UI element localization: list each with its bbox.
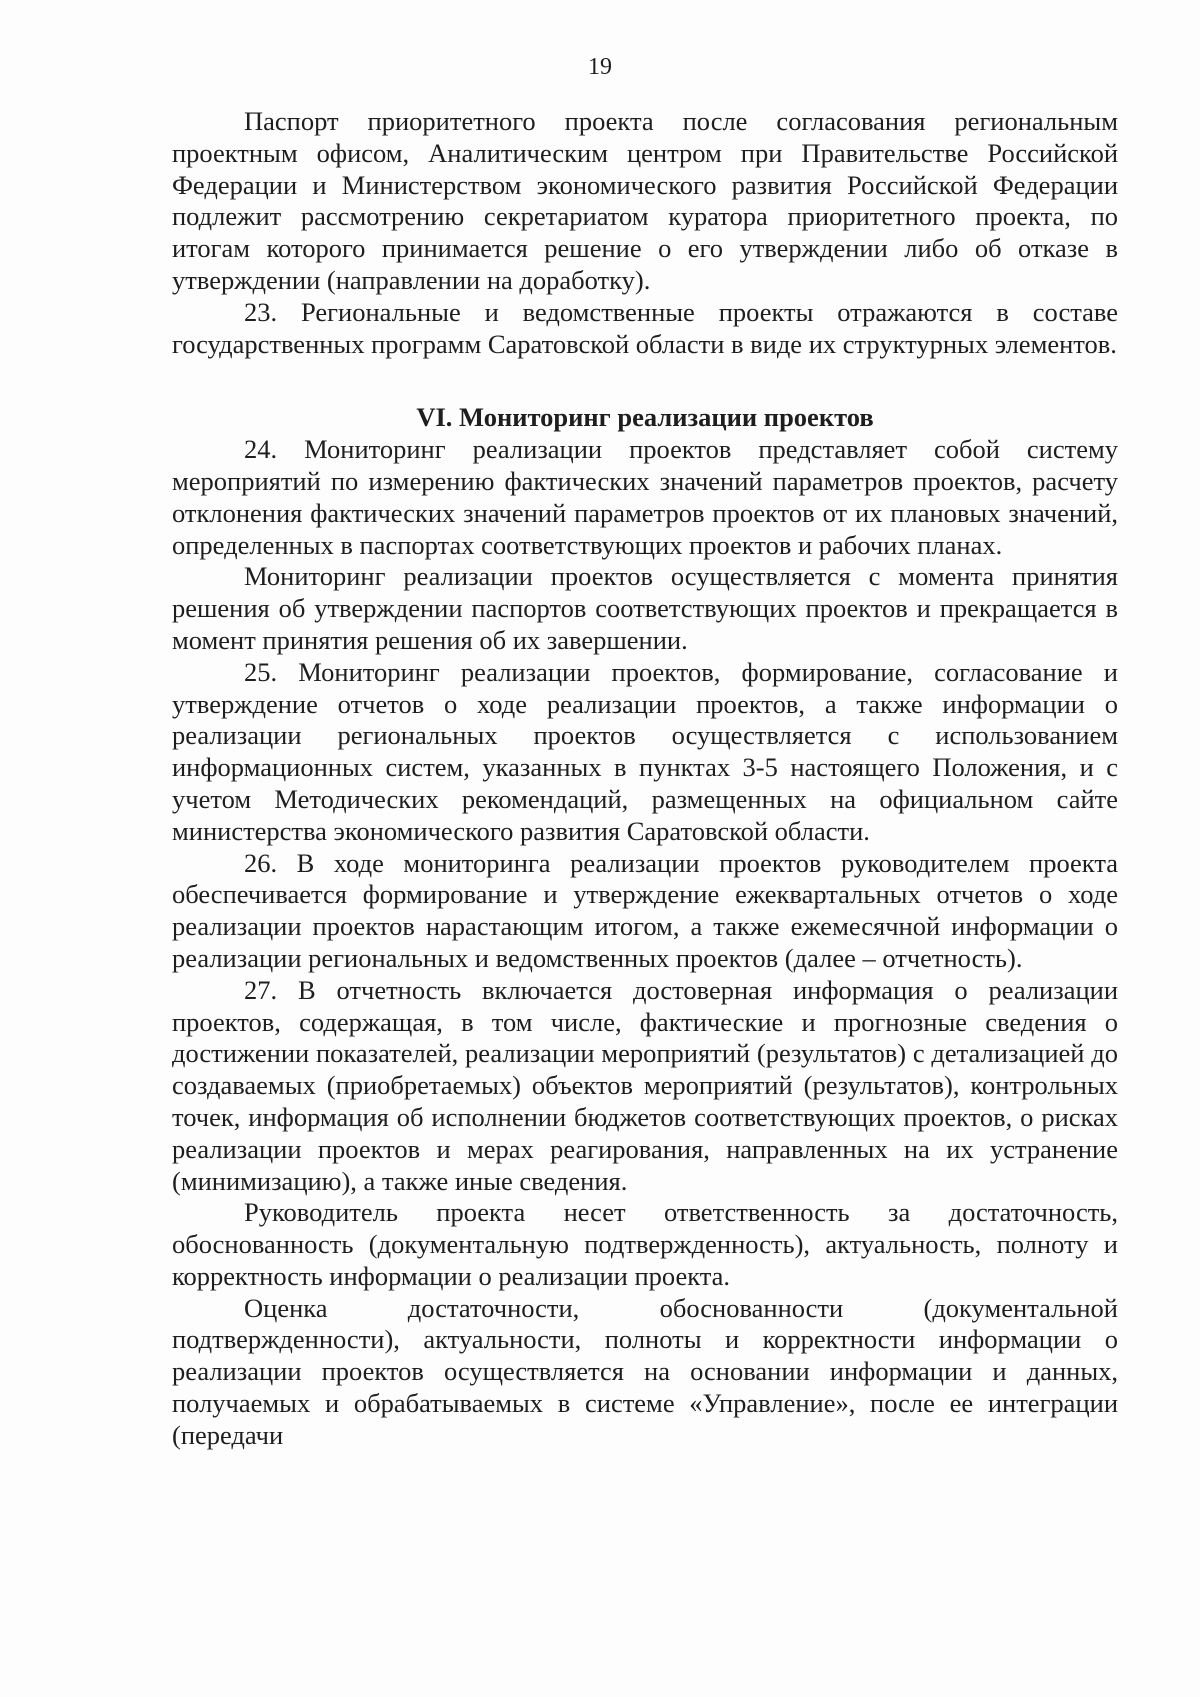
page-number: 19 xyxy=(588,54,612,80)
section-heading: VI. Мониторинг реализации проектов xyxy=(416,402,874,433)
paragraph-responsibility: Руководитель проекта несет ответственность за достаточность, обоснованность (документальную подтвержденность), актуальность, полноту и корректность информации о реализации проекта. xyxy=(172,1197,1118,1291)
paragraph-monitoring-period: Мониторинг реализации проектов осуществляется с момента принятия решения об утверждении паспортов соответствующих проектов и прекращается в момент принятия решения об их завершении. xyxy=(172,561,1118,655)
paragraph-passport-approval: Паспорт приоритетного проекта после согласования региональным проектным офисом, Аналитическим центром при Правительстве Российской Федерации и Министерством экономического развития Российской Федерации подлежит рассмотрению секретариатом куратора приоритетного проекта, по итогам которого принимается решение о его утверждении либо об отказе в утверждении (направлении на доработку). xyxy=(172,106,1118,295)
paragraph-23: 23. Региональные и ведомственные проекты отражаются в составе государственных программ Саратовской области в виде их структурных элементов. xyxy=(172,296,1118,359)
paragraph-27: 27. В отчетность включается достоверная информация о реализации проектов, содержащая, в том числе, фактические и прогнозные сведения о достижении показателей, реализации мероприятий (результатов) с детализацией до создаваемых (приобретаемых) объектов мероприятий (результатов), контрольных точек, информация об исполнении бюджетов соответствующих проектов, о рисках реализации проектов и мерах реагирования, направленных на их устранение (минимизацию), а также иные сведения. xyxy=(172,974,1118,1196)
paragraph-26: 26. В ходе мониторинга реализации проектов руководителем проекта обеспечивается формирование и утверждение ежеквартальных отчетов о ходе реализации проектов нарастающим итогом, а также ежемесячной информации о реализации региональных и ведомственных проектов (далее – отчетность). xyxy=(172,847,1118,973)
paragraph-assessment: Оценка достаточности, обоснованности (документальной подтвержденности), актуальности, полноты и корректности информации о реализации проектов осуществляется на основании информации и данных, получаемых и обрабатываемых в системе «Управление», после ее интеграции (передачи xyxy=(172,1292,1118,1450)
paragraph-24: 24. Мониторинг реализации проектов представляет собой систему мероприятий по измерению фактических значений параметров проектов, расчету отклонения фактических значений параметров проектов от их плановых значений, определенных в паспортах соответствующих проектов и рабочих планах. xyxy=(172,434,1118,560)
document-body xyxy=(172,106,1118,1452)
paragraph-25: 25. Мониторинг реализации проектов, формирование, согласование и утверждение отчетов о ходе реализации проектов, а также информации о реализации региональных проектов осуществляется с использованием информационных систем, указанных в пунктах 3-5 настоящего Положения, и с учетом Методических рекомендаций, размещенных на официальном сайте министерства экономического развития Саратовской области. xyxy=(172,656,1118,846)
